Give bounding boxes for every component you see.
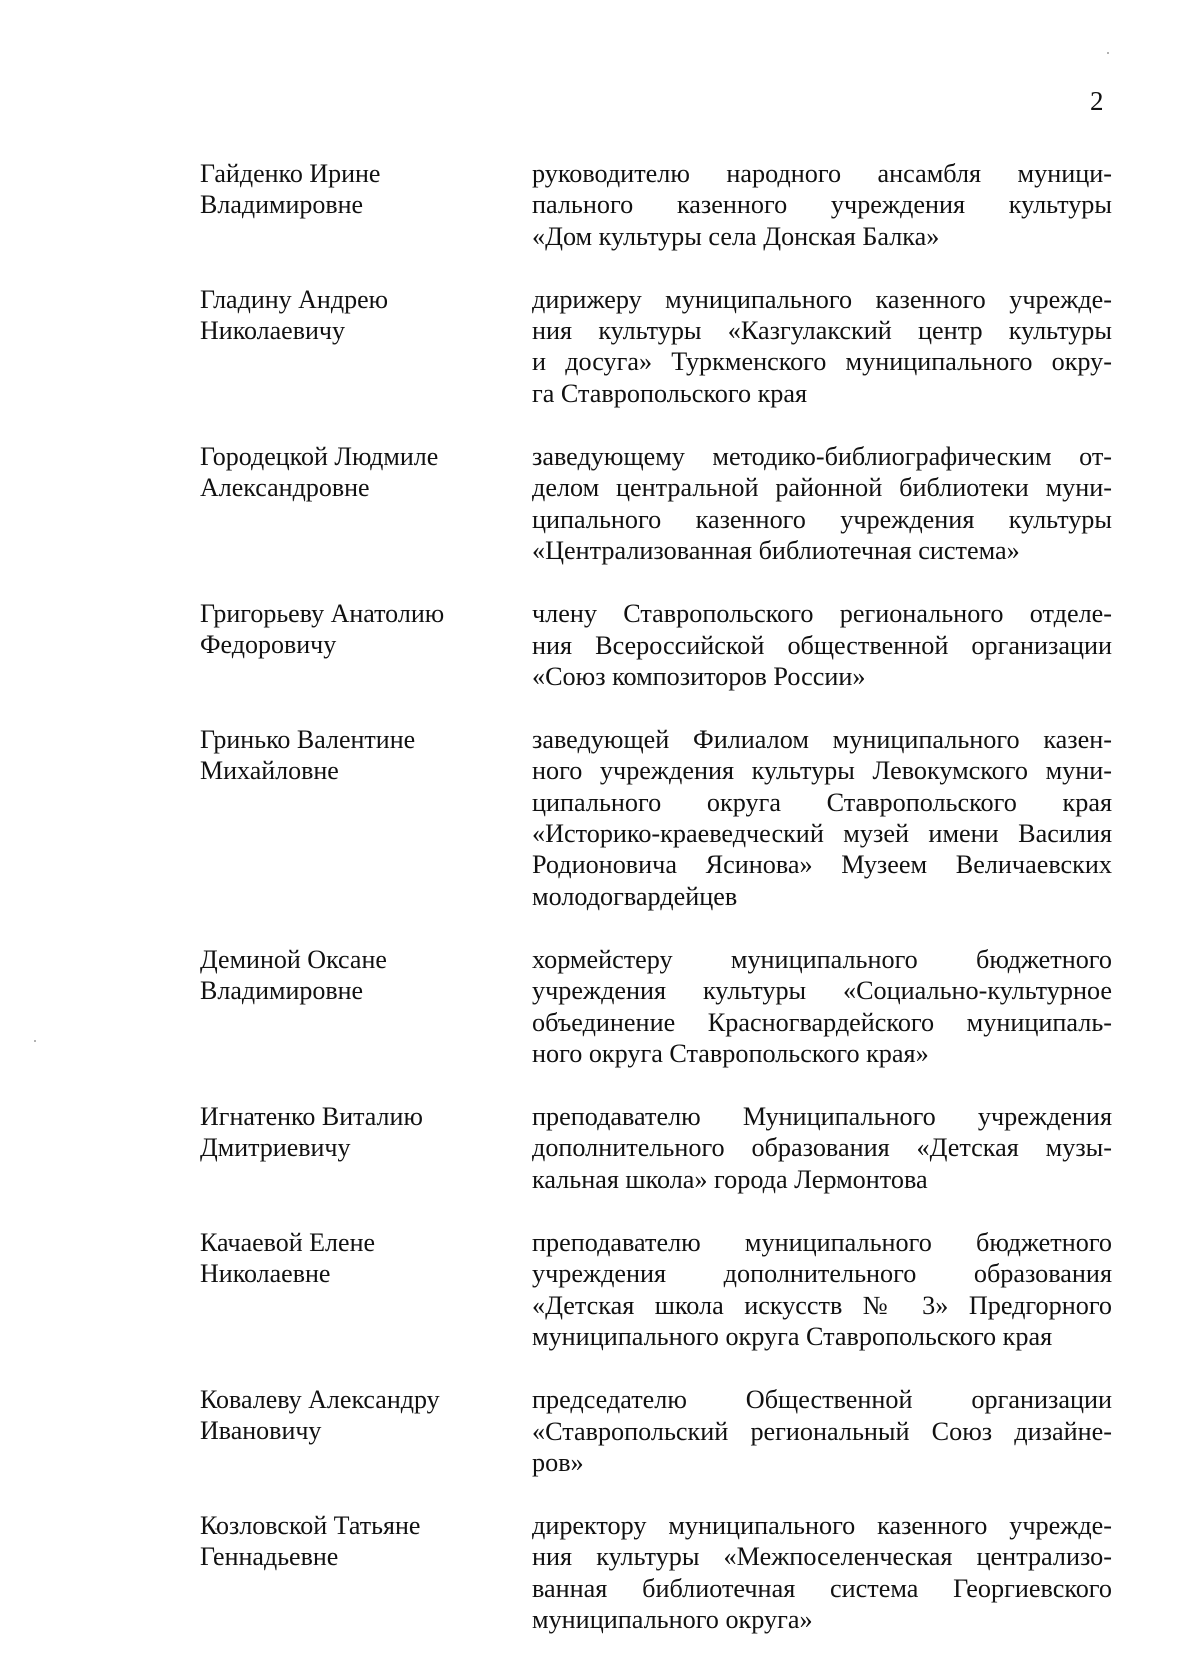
recipient-position <box>532 944 1112 1069</box>
recipient-name <box>200 158 472 252</box>
recipient-entry <box>0 158 1200 252</box>
recipient-position <box>532 1101 1112 1195</box>
recipient-position-line: делом центральной районной библиотеки муни- <box>532 473 1112 503</box>
recipient-position-line: «Детская школа искусств № 3» Предгорного <box>532 1290 1112 1320</box>
recipient-name <box>200 284 472 409</box>
page-number: 2 <box>1090 86 1104 116</box>
recipient-position-line: «Историко-краеведческий музей имени Василия <box>532 819 1112 849</box>
recipient-name-line: Гринько Валентине <box>200 725 416 755</box>
recipient-position-line: заведующему методико-библиографическим от- <box>532 442 1112 472</box>
recipient-name-line: Качаевой Елене <box>200 1228 376 1258</box>
recipient-position-line: руководителю народного ансамбля муници- <box>532 159 1112 188</box>
recipient-position-line: ния культуры «Казгулакский центр культуры <box>532 316 1112 346</box>
recipient-name-line: Николаевичу <box>200 315 345 345</box>
recipient-entry <box>0 598 1200 692</box>
recipient-name <box>200 1227 472 1352</box>
recipient-name <box>200 1510 472 1635</box>
recipient-position <box>532 1384 1112 1478</box>
recipient-name-line: Ковалеву Александру <box>200 1385 440 1415</box>
recipient-position-line: Родионовича Ясинова» Музеем Величаевских <box>532 850 1112 880</box>
recipient-name <box>200 598 472 692</box>
recipient-position <box>532 724 1112 912</box>
recipient-position-line: ципального округа Ставропольского края <box>532 787 1112 817</box>
award-recipient-list <box>0 158 1200 1667</box>
recipient-name-line: Дмитриевичу <box>200 1133 351 1163</box>
recipient-name-line: Владимировне <box>200 190 364 219</box>
recipient-name-line: Городецкой Людмиле <box>200 442 439 472</box>
recipient-name-line: Гладину Андрею <box>200 284 389 314</box>
recipient-entry <box>0 284 1200 409</box>
recipient-name-line: Козловской Татьяне <box>200 1511 421 1541</box>
recipient-position <box>532 441 1112 566</box>
recipient-name <box>200 1384 472 1478</box>
recipient-position-line: ров» <box>532 1447 584 1477</box>
recipient-position-line: муниципального округа» <box>532 1604 813 1634</box>
recipient-name <box>200 1101 472 1195</box>
recipient-position-line: и досуга» Туркменского муниципального окру- <box>532 347 1112 377</box>
recipient-position-line: молодогвардейцев <box>532 881 738 911</box>
recipient-name <box>200 944 472 1069</box>
recipient-position-line: ного учреждения культуры Левокумского муни- <box>532 756 1112 786</box>
recipient-position-line: члену Ставропольского регионального отделе- <box>532 599 1112 629</box>
recipient-position-line: председателю Общественной организации <box>532 1385 1112 1415</box>
recipient-position-line: ния культуры «Межпоселенческая централизо- <box>532 1542 1112 1572</box>
recipient-name-line: Ивановичу <box>200 1416 322 1446</box>
recipient-position-line: учреждения дополнительного образования <box>532 1259 1112 1289</box>
recipient-position-line: «Союз композиторов России» <box>532 661 866 691</box>
recipient-entry <box>0 1227 1200 1352</box>
recipient-entry <box>0 1510 1200 1635</box>
recipient-position-line: ципального казенного учреждения культуры <box>532 504 1112 534</box>
recipient-position-line: директору муниципального казенного учрежде- <box>532 1511 1112 1541</box>
recipient-position-line: кальная школа» города Лермонтова <box>532 1164 928 1194</box>
scan-speck <box>1107 52 1109 54</box>
recipient-name-line: Николаевне <box>200 1259 331 1289</box>
recipient-position-line: «Ставропольский региональный Союз дизайне- <box>532 1416 1112 1446</box>
recipient-position <box>532 284 1112 409</box>
recipient-position <box>532 1510 1112 1635</box>
recipient-name-line: Григорьеву Анатолию <box>200 599 445 629</box>
recipient-position-line: га Ставропольского края <box>532 378 808 408</box>
recipient-name <box>200 724 472 912</box>
recipient-position-line: хормейстеру муниципального бюджетного <box>532 944 1112 974</box>
recipient-position-line: ния Всероссийской общественной организации <box>532 630 1112 660</box>
recipient-name-line: Михайловне <box>200 756 339 786</box>
recipient-entry <box>0 441 1200 566</box>
recipient-entry <box>0 1384 1200 1478</box>
recipient-position-line: преподавателю муниципального бюджетного <box>532 1228 1112 1258</box>
recipient-position <box>532 158 1112 252</box>
recipient-name-line: Деминой Оксане <box>200 944 387 974</box>
recipient-position-line: учреждения культуры «Социально-культурное <box>532 976 1112 1006</box>
recipient-name-line: Александровне <box>200 473 370 503</box>
recipient-position-line: дополнительного образования «Детская музы- <box>532 1133 1112 1163</box>
recipient-position-line: ного округа Ставропольского края» <box>532 1038 929 1068</box>
recipient-position-line: пального казенного учреждения культуры <box>532 190 1112 220</box>
recipient-position <box>532 1227 1112 1352</box>
recipient-entry <box>0 1101 1200 1195</box>
recipient-position-line: объединение Красногвардейского муниципаль- <box>532 1007 1112 1037</box>
recipient-position <box>532 598 1112 692</box>
recipient-position-line: «Дом культуры села Донская Балка» <box>532 221 940 251</box>
recipient-name-line: Владимировне <box>200 975 364 1005</box>
recipient-name-line: Федоровичу <box>200 630 337 660</box>
recipient-name-line: Игнатенко Виталию <box>200 1102 423 1132</box>
recipient-position-line: муниципального округа Ставропольского края <box>532 1321 1053 1351</box>
recipient-entry <box>0 944 1200 1069</box>
recipient-name-line: Геннадьевне <box>200 1542 339 1572</box>
recipient-name <box>200 441 472 566</box>
recipient-position-line: заведующей Филиалом муниципального казен- <box>532 725 1112 755</box>
recipient-position-line: дирижеру муниципального казенного учрежде- <box>532 284 1112 314</box>
recipient-entry <box>0 724 1200 912</box>
recipient-position-line: «Централизованная библиотечная система» <box>532 535 1020 565</box>
recipient-position-line: ванная библиотечная система Георгиевского <box>532 1573 1112 1603</box>
recipient-name-line: Гайденко Ирине <box>200 159 381 188</box>
recipient-position-line: преподавателю Муниципального учреждения <box>532 1102 1112 1132</box>
